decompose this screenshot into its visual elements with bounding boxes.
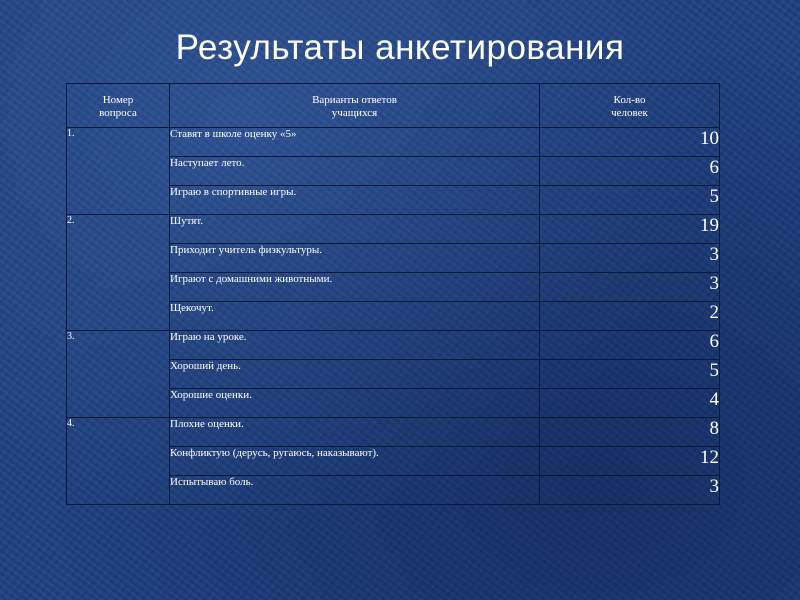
count-cell: 19	[540, 215, 720, 244]
count-cell: 2	[540, 302, 720, 331]
header-question-number-line2: вопроса	[99, 106, 137, 119]
answer-cell: Играю в спортивные игры.	[170, 186, 540, 215]
header-people-count-line2: человек	[611, 106, 648, 119]
answer-cell: Шутят.	[170, 215, 540, 244]
table-row	[67, 418, 720, 447]
count-cell: 3	[540, 273, 720, 302]
answer-cell: Ставят в школе оценку «5»	[170, 128, 540, 157]
answer-cell: Конфликтую (дерусь, ругаюсь, наказывают).	[170, 447, 540, 476]
question-number-cell: 1.	[67, 128, 170, 215]
answer-cell: Плохие оценки.	[170, 418, 540, 447]
count-cell: 3	[540, 476, 720, 505]
survey-results-table	[66, 83, 720, 505]
count-cell: 4	[540, 389, 720, 418]
answer-cell: Играют с домашними животными.	[170, 273, 540, 302]
answer-cell: Щекочут.	[170, 302, 540, 331]
count-cell: 6	[540, 157, 720, 186]
header-people-count-line1: Кол-во	[613, 93, 646, 106]
table-row	[67, 215, 720, 244]
header-answer-options-line1: Варианты ответов	[312, 93, 397, 106]
count-cell: 5	[540, 186, 720, 215]
header-question-number-line1: Номер	[102, 93, 134, 106]
answer-cell: Играю на уроке.	[170, 331, 540, 360]
count-cell: 12	[540, 447, 720, 476]
question-number-cell: 3.	[67, 331, 170, 418]
answer-cell: Испытываю боль.	[170, 476, 540, 505]
table-header-row	[67, 84, 720, 128]
question-number-cell: 2.	[67, 215, 170, 331]
table-row	[67, 331, 720, 360]
count-cell: 6	[540, 331, 720, 360]
question-number-cell: 4.	[67, 418, 170, 505]
answer-cell: Наступает лето.	[170, 157, 540, 186]
header-answer-options-line2: учащихся	[331, 106, 378, 119]
answer-cell: Приходит учитель физкультуры.	[170, 244, 540, 273]
count-cell: 3	[540, 244, 720, 273]
slide-title: Результаты анкетирования	[175, 28, 625, 67]
header-people-count	[540, 84, 720, 128]
count-cell: 8	[540, 418, 720, 447]
header-question-number	[67, 84, 170, 128]
answer-cell: Хороший день.	[170, 360, 540, 389]
answer-cell: Хорошие оценки.	[170, 389, 540, 418]
header-answer-options	[170, 84, 540, 128]
table-body	[67, 128, 720, 505]
count-cell: 5	[540, 360, 720, 389]
count-cell: 10	[540, 128, 720, 157]
table-row	[67, 128, 720, 157]
